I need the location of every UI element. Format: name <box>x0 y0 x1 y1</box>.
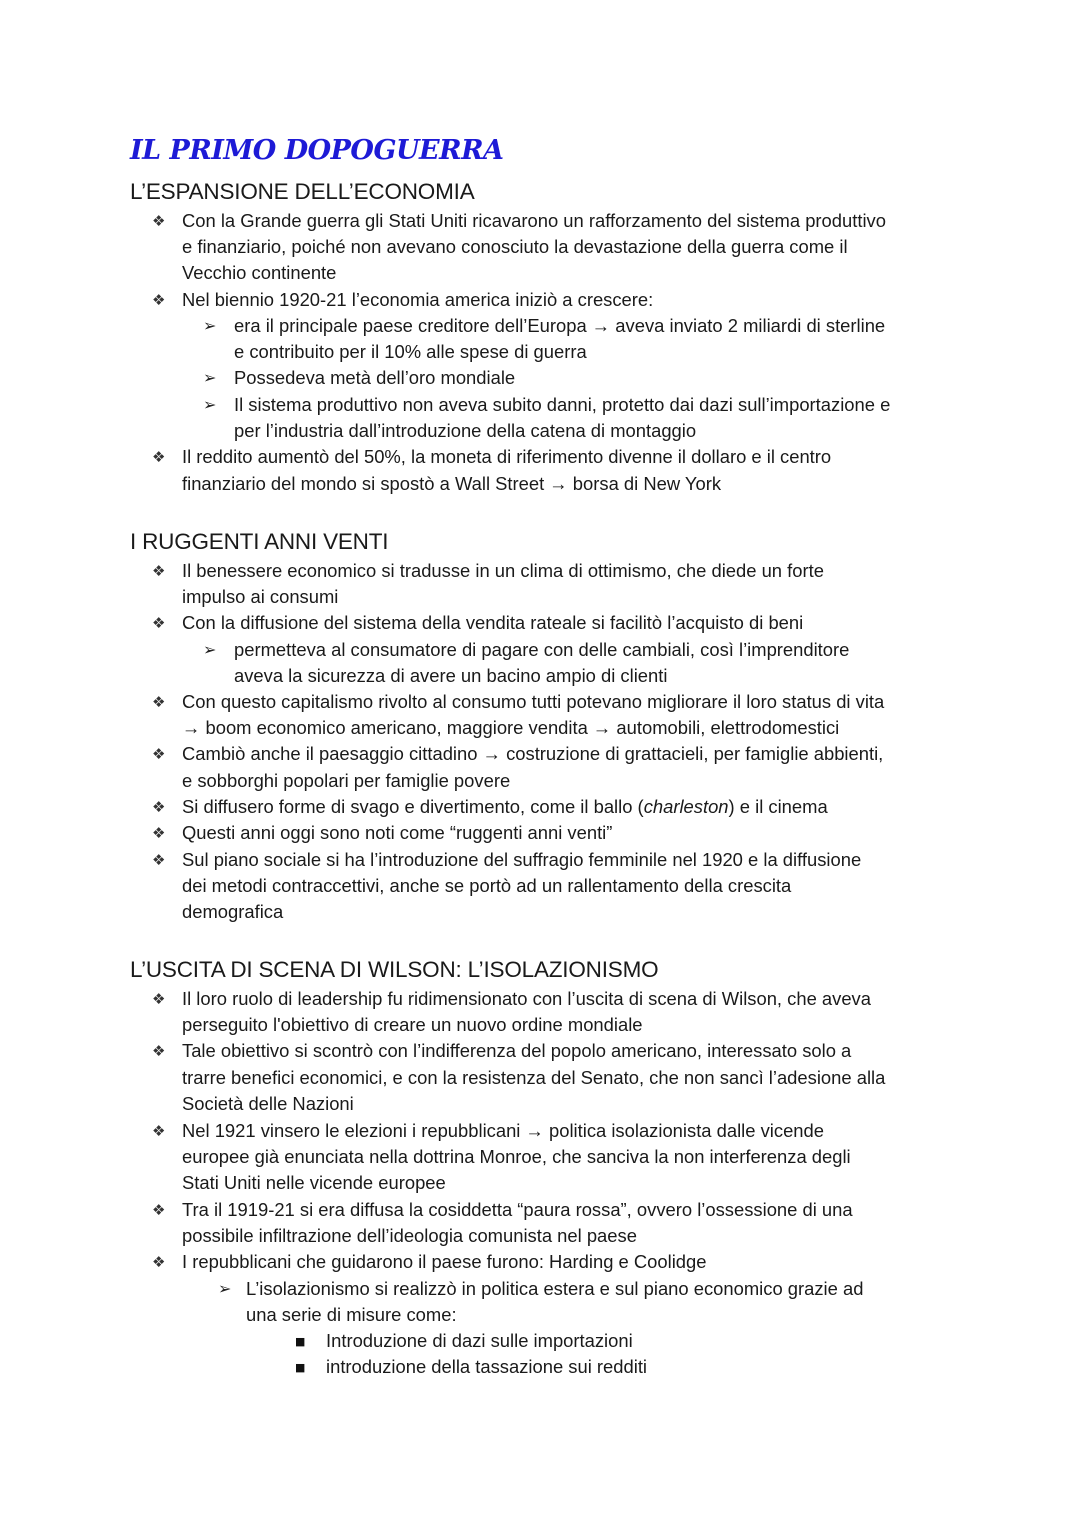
list-item-text: ) e il cinema <box>728 796 828 817</box>
list-item: Tra il 1919-21 si era diffusa la cosiddetta “paura rossa”, ovvero l’ossessione di una <box>182 1199 853 1220</box>
list-item-continuation: Vecchio continente <box>182 262 337 283</box>
list-item-continuation: trarre benefici economici, e con la resistenza del Senato, che non sancì l’adesione alla <box>182 1067 886 1088</box>
list-item: Questi anni oggi sono noti come “ruggenti anni venti” <box>182 822 613 843</box>
list-item: Il reddito aumentò del 50%, la moneta di riferimento divenne il dollaro e il centro <box>182 446 832 467</box>
arrow-bullet-icon: ➢ <box>203 640 217 659</box>
list-item-continuation: → boom economico americano, maggiore vendita → automobili, elettrodomestici <box>182 717 840 738</box>
sub-list-item-continuation: per l’industria dall’introduzione della catena di montaggio <box>234 420 697 441</box>
sub-list-item: permetteva al consumatore di pagare con delle cambiali, così l’imprenditore <box>234 639 850 660</box>
sub-list-item: Il sistema produttivo non aveva subito danni, protetto dai dazi sull’importazione e <box>234 394 891 415</box>
section-heading: L’ESPANSIONE DELL’ECONOMIA <box>130 179 475 204</box>
square-bullet-icon: ■ <box>295 1335 306 1348</box>
list-item-continuation: demografica <box>182 901 284 922</box>
list-item-continuation: impulso ai consumi <box>182 586 339 607</box>
list-item <box>182 794 828 820</box>
bullet-icon: ❖ <box>152 990 166 1008</box>
arrow-bullet-icon: ➢ <box>203 316 217 335</box>
bullet-icon: ❖ <box>152 824 166 842</box>
page-title: IL PRIMO DOPOGUERRA <box>130 135 504 166</box>
arrow-bullet-icon: ➢ <box>218 1279 232 1298</box>
list-item: Tale obiettivo si scontrò con l’indifferenza del popolo americano, interessato solo a <box>182 1040 852 1061</box>
list-item: Con la diffusione del sistema della vendita rateale si facilitò l’acquisto di beni <box>182 612 804 633</box>
list-item: Il loro ruolo di leadership fu ridimensionato con l’uscita di scena di Wilson, che aveva <box>182 988 871 1009</box>
section-heading: L’USCITA DI SCENA DI WILSON: L’ISOLAZIONISMO <box>130 957 659 982</box>
sub-list-item: era il principale paese creditore dell’Europa → aveva inviato 2 miliardi di sterline <box>234 315 886 336</box>
list-item: Sul piano sociale si ha l’introduzione del suffragio femminile nel 1920 e la diffusione <box>182 849 862 870</box>
arrow-bullet-icon: ➢ <box>203 395 217 414</box>
arrow-bullet-icon: ➢ <box>203 368 217 387</box>
bullet-icon: ❖ <box>152 614 166 632</box>
sub-list-item: Possedeva metà dell’oro mondiale <box>234 367 516 388</box>
sub-list-item-continuation: una serie di misure come: <box>246 1304 457 1325</box>
list-item-continuation: e finanziario, poiché non avevano conosciuto la devastazione della guerra come il <box>182 236 848 257</box>
list-item: Il benessere economico si tradusse in un clima di ottimismo, che diede un forte <box>182 560 824 581</box>
italic-term: charleston <box>643 796 729 817</box>
bullet-icon: ❖ <box>152 1042 166 1060</box>
sub-list-item-continuation: aveva la sicurezza di avere un bacino ampio di clienti <box>234 665 668 686</box>
list-item-continuation: Stati Uniti nelle vicende europee <box>182 1172 446 1193</box>
list-item: I repubblicani che guidarono il paese furono: Harding e Coolidge <box>182 1251 707 1272</box>
sub-sub-list-item: Introduzione di dazi sulle importazioni <box>326 1330 633 1351</box>
list-item: Nel 1921 vinsero le elezioni i repubblicani → politica isolazionista dalle vicende <box>182 1120 824 1141</box>
bullet-icon: ❖ <box>152 1253 166 1271</box>
bullet-icon: ❖ <box>152 693 166 711</box>
bullet-icon: ❖ <box>152 1201 166 1219</box>
list-item-continuation: europee già enunciata nella dottrina Monroe, che sanciva la non interferenza degli <box>182 1146 851 1167</box>
list-item-continuation: possibile infiltrazione dell’ideologia comunista nel paese <box>182 1225 637 1246</box>
section-heading: I RUGGENTI ANNI VENTI <box>130 529 389 554</box>
list-item-text: Si diffusero forme di svago e divertimento, come il ballo ( <box>182 796 644 817</box>
bullet-icon: ❖ <box>152 212 166 230</box>
sub-list-item: L’isolazionismo si realizzò in politica estera e sul piano economico grazie ad <box>246 1278 864 1299</box>
list-item-continuation: e sobborghi popolari per famiglie povere <box>182 770 511 791</box>
square-bullet-icon: ■ <box>295 1361 306 1374</box>
bullet-icon: ❖ <box>152 851 166 869</box>
bullet-icon: ❖ <box>152 1122 166 1140</box>
list-item: Nel biennio 1920-21 l’economia america iniziò a crescere: <box>182 289 654 310</box>
list-item-continuation: dei metodi contraccettivi, anche se portò ad un rallentamento della crescita <box>182 875 792 896</box>
list-item: Con la Grande guerra gli Stati Uniti ricavarono un rafforzamento del sistema produttivo <box>182 210 886 231</box>
list-item-continuation: Società delle Nazioni <box>182 1093 354 1114</box>
bullet-icon: ❖ <box>152 745 166 763</box>
bullet-icon: ❖ <box>152 798 166 816</box>
list-item-continuation: finanziario del mondo si spostò a Wall Street → borsa di New York <box>182 473 722 494</box>
list-item-continuation: perseguito l'obiettivo di creare un nuovo ordine mondiale <box>182 1014 643 1035</box>
sub-list-item-continuation: e contribuito per il 10% alle spese di guerra <box>234 341 587 362</box>
bullet-icon: ❖ <box>152 562 166 580</box>
sub-sub-list-item: introduzione della tassazione sui redditi <box>326 1356 648 1377</box>
bullet-icon: ❖ <box>152 291 166 309</box>
list-item: Cambiò anche il paesaggio cittadino → costruzione di grattacieli, per famiglie abbienti, <box>182 743 884 764</box>
list-item: Con questo capitalismo rivolto al consumo tutti potevano migliorare il loro status di vita <box>182 691 885 712</box>
bullet-icon: ❖ <box>152 448 166 466</box>
